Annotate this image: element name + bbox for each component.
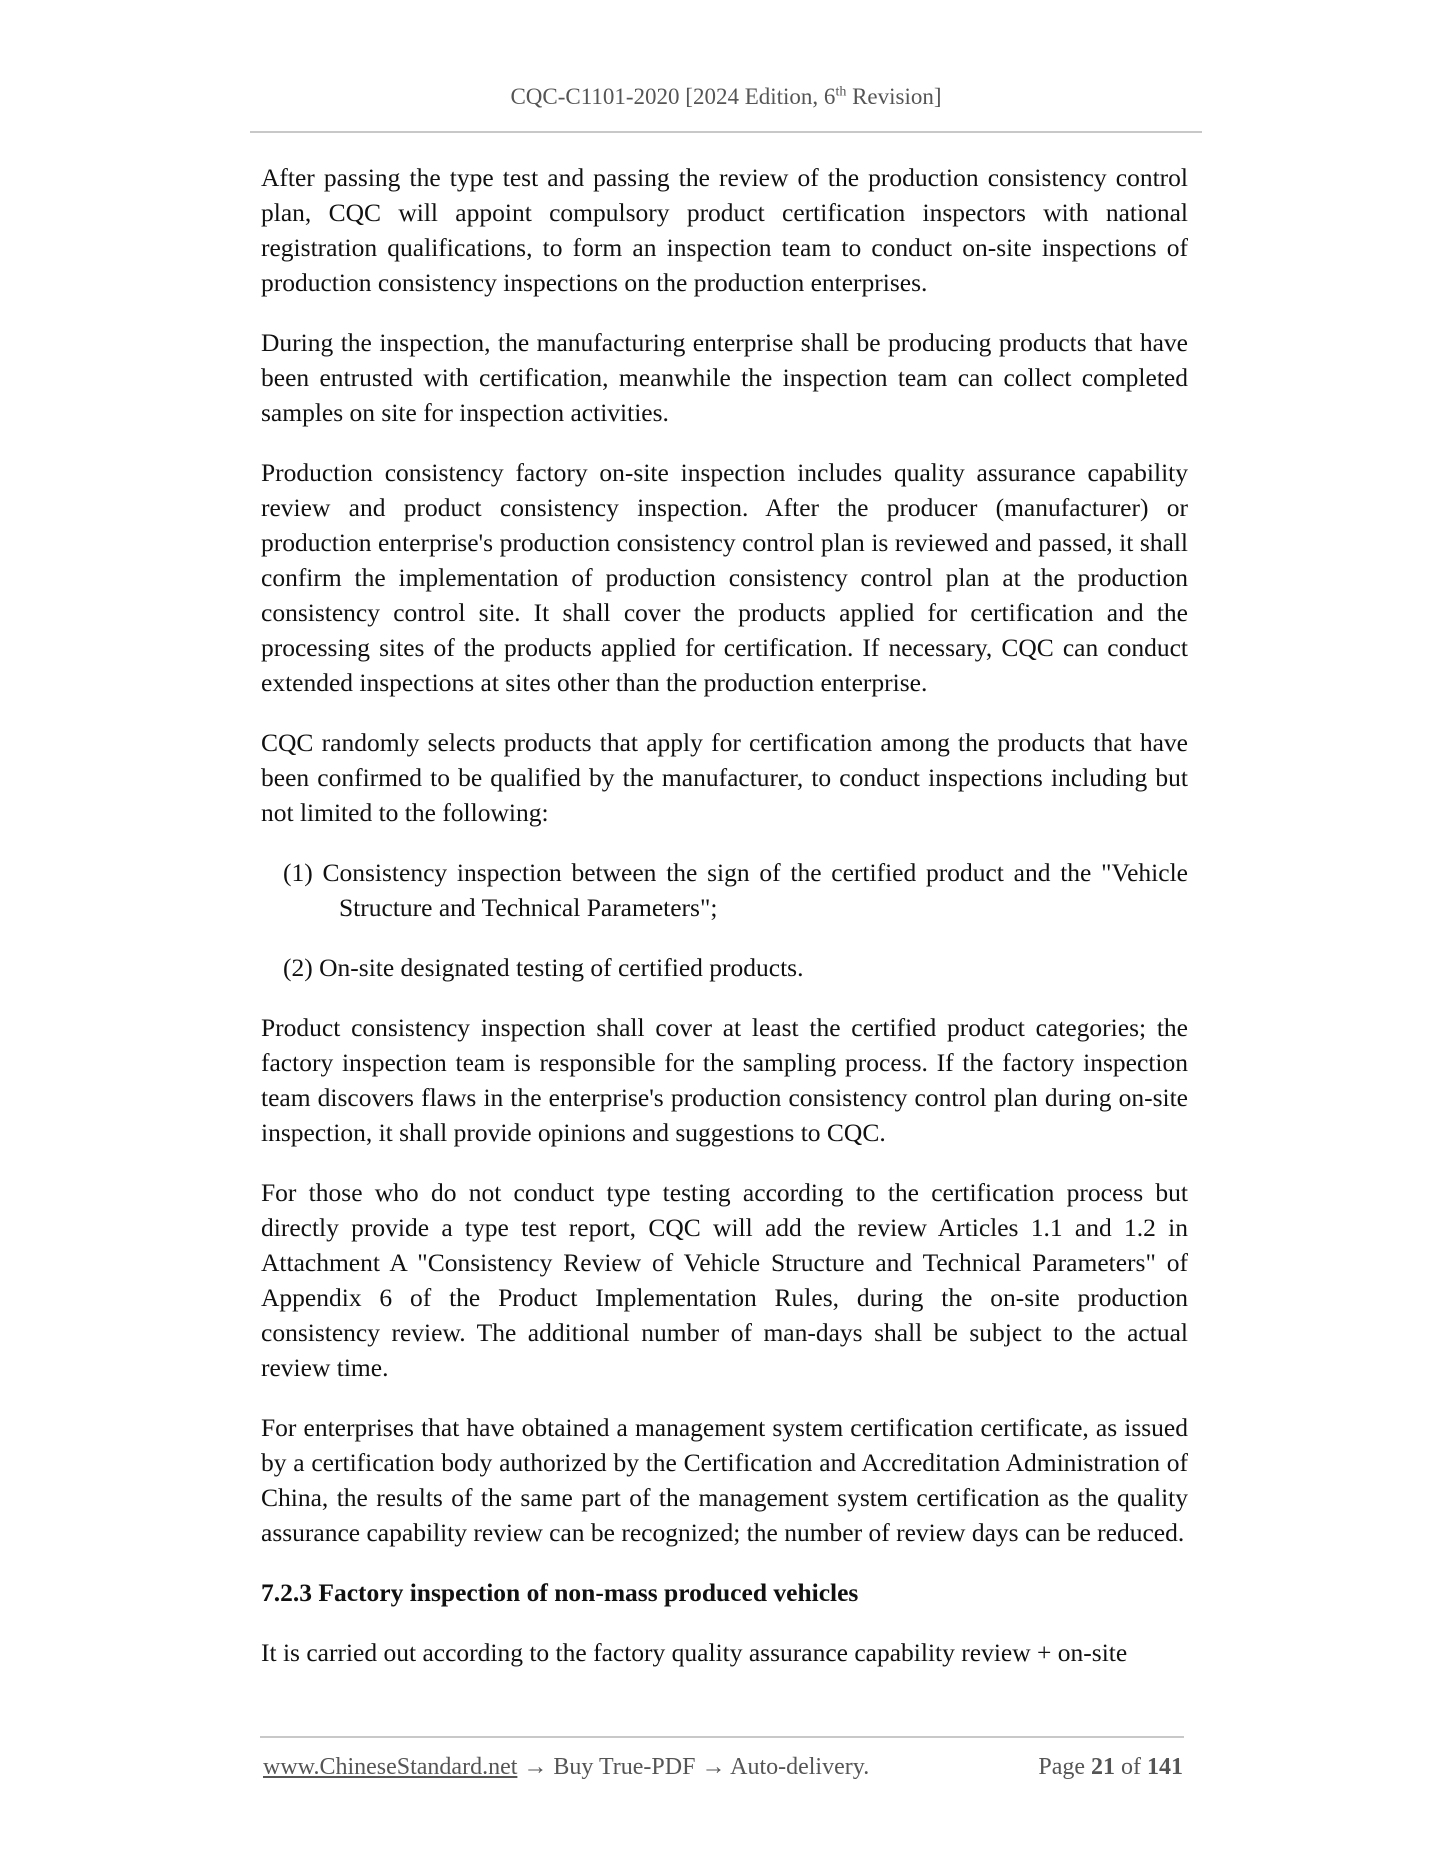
page-label: Page [1038,1754,1091,1780]
page-header [250,84,1202,110]
footer-promo-text: → Buy True-PDF → Auto-delivery. [517,1754,870,1780]
paragraph-management-system: For enterprises that have obtained a management system certification certificate, as issued by a certification body authorized by the Certification and Accreditation Administration of China, the results of the same part of the management system certification as the quality assurance capability review can be recognized; the number of review days can be reduced. [261,1413,1188,1547]
paragraph-during-inspection: During the inspection, the manufacturing enterprise shall be producing products that have been entrusted with certification, meanwhile the inspection team can collect completed samples on site for inspection activities. [261,328,1188,427]
paragraph-inspection-team: After passing the type test and passing the review of the production consistency control plan, CQC will appoint compulsory product certification inspectors with national registration qualifications, to form an inspection team to conduct on-site inspections of production consistency inspections on the production enterprises. [261,163,1188,297]
paragraph-random-selection: CQC randomly selects products that apply for certification among the products that have been confirmed to be qualified by the manufacturer, to conduct inspections including but not limited to the following: [261,728,1188,827]
page-body [261,160,1188,1695]
paragraph-onsite-inspection-scope: Production consistency factory on-site inspection includes quality assurance capability review and product consistency inspection. After the producer (manufacturer) or production enterprise's production consistency control plan is reviewed and passed, it shall confirm the implementation of production consistency control plan at the production consistency control site. It shall cover the products applied for certification and the processing sites of the products applied for certification. If necessary, CQC can conduct extended inspections at sites other than the production enterprise. [261,458,1188,697]
paragraph-product-consistency: Product consistency inspection shall cover at least the certified product categories; the factory inspection team is responsible for the sampling process. If the factory inspection team discovers flaws in the enterprise's production consistency control plan during on-site inspection, it shall provide opinions and suggestions to CQC. [261,1013,1188,1147]
footer-divider [260,1736,1184,1738]
list-item-2: (2) On-site designated testing of certified products. [283,953,804,982]
footer-left [263,1754,869,1781]
paragraph-non-mass-produced: It is carried out according to the factory quality assurance capability review + on-site [261,1638,1128,1667]
header-title-superscript: th [835,84,847,100]
list-item-1: (1) Consistency inspection between the sign of the certified product and the "Vehicle Structure and Technical Parameters"; [283,858,1188,922]
website-link[interactable]: www.ChineseStandard.net [263,1754,518,1780]
page-counter [1038,1754,1183,1781]
page-of-label: of [1115,1754,1147,1780]
total-pages: 141 [1147,1754,1183,1780]
header-title-suffix: Revision] [846,84,942,109]
section-heading-7-2-3: 7.2.3 Factory inspection of non-mass produced vehicles [261,1578,859,1607]
header-divider [250,131,1202,133]
header-title-prefix: CQC-C1101-2020 [2024 Edition, 6 [510,84,836,109]
page-footer [263,1754,1183,1781]
paragraph-type-test-report: For those who do not conduct type testing according to the certification process but directly provide a type test report, CQC will add the review Articles 1.1 and 1.2 in Attachment A "Consistency Review of Vehicle Structure and Technical Parameters" of Appendix 6 of the Product Implementation Rules, during the on-site production consistency review. The additional number of man-days shall be subject to the actual review time. [261,1178,1188,1382]
page-number: 21 [1091,1754,1115,1780]
